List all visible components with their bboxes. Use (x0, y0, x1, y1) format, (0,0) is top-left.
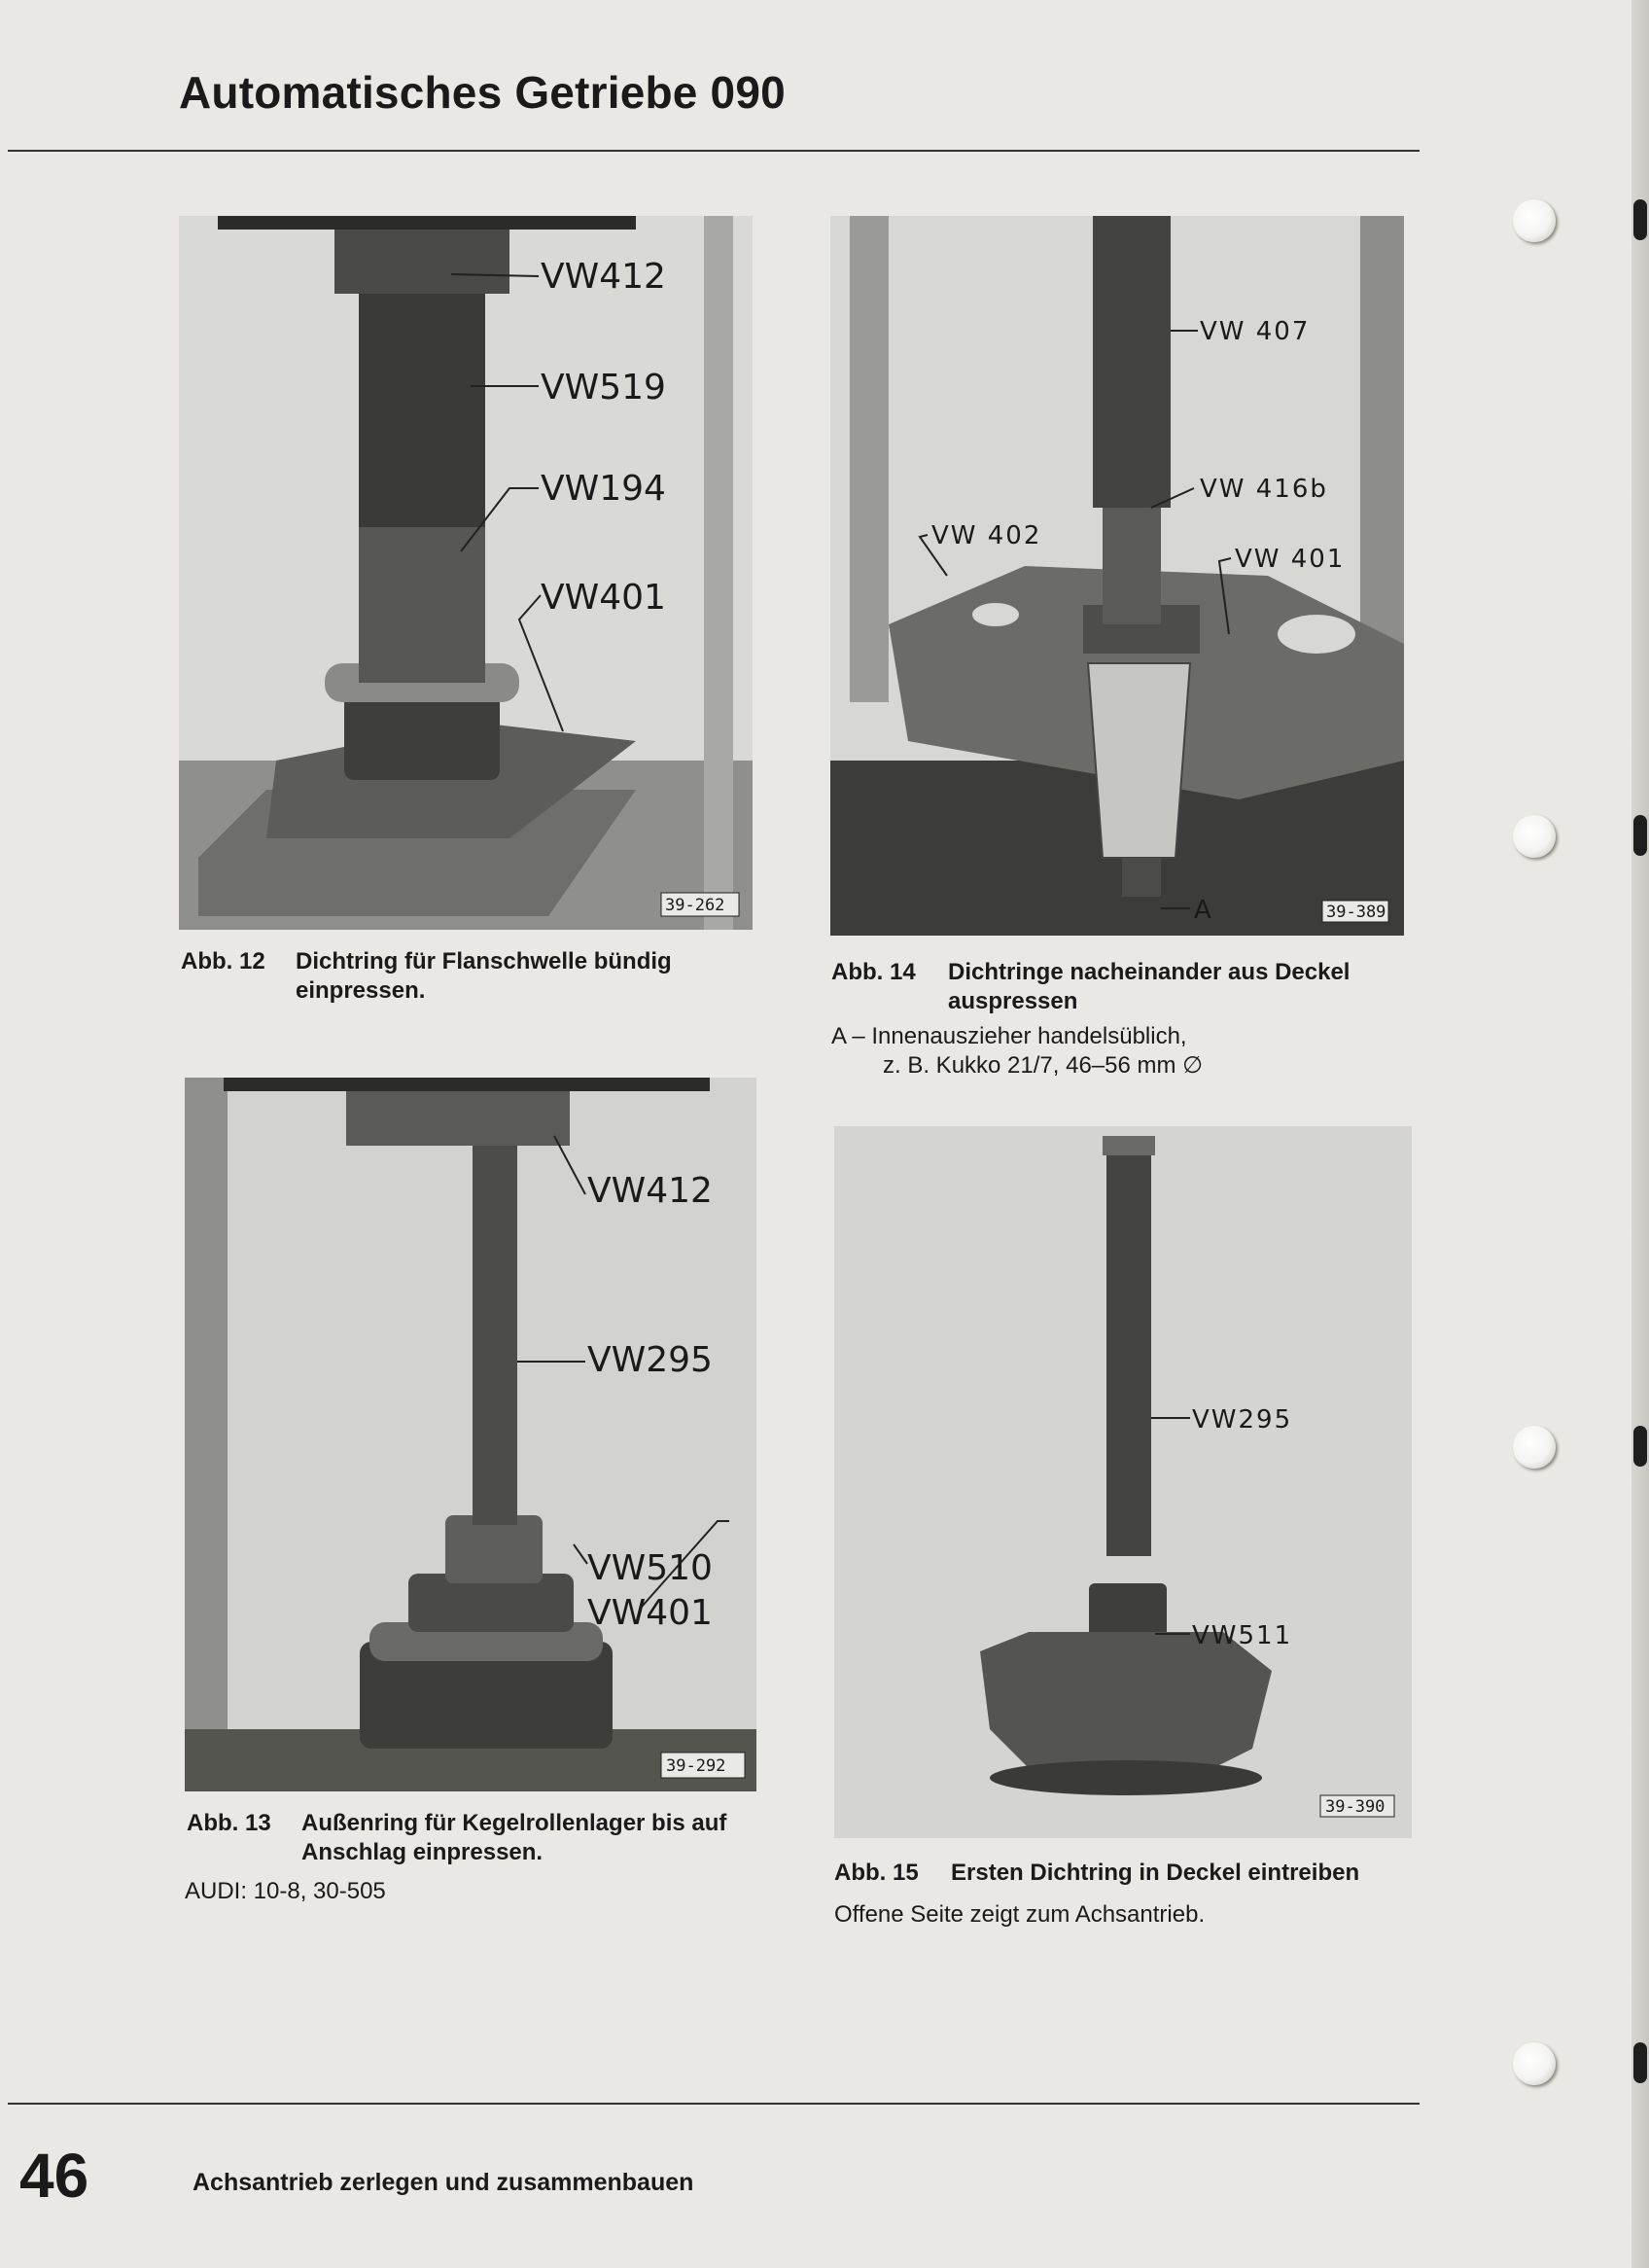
photo-code: 39-262 (665, 896, 725, 915)
binder-hole-shadow (1633, 199, 1647, 240)
figure-14-note-line-2: z. B. Kukko 21/7, 46–56 mm ∅ (883, 1052, 1204, 1079)
label-vw519: VW519 (541, 368, 666, 408)
label-vw510: VW510 (587, 1548, 713, 1588)
binder-hole (1513, 2042, 1556, 2085)
footer-rule (8, 2103, 1420, 2105)
header-rule (8, 150, 1420, 152)
label-vw416b: VW 416b (1200, 475, 1328, 504)
caption-text: Ersten Dichtring in Deckel eintreiben (951, 1860, 1360, 1886)
binder-hole (1513, 199, 1556, 242)
binder-hole-shadow (1633, 815, 1647, 856)
binder-hole-shadow (1633, 2042, 1647, 2083)
page-edge-shadow (1631, 0, 1649, 2268)
label-vw412: VW412 (587, 1171, 713, 1211)
figure-15-note: Offene Seite zeigt zum Achsantrieb. (834, 1901, 1206, 1928)
photo-code: 39-292 (666, 1756, 726, 1776)
label-vw194: VW194 (541, 469, 666, 509)
figure-14-note-line-1: A – Innenauszieher handelsüblich, (831, 1023, 1187, 1049)
page-title: Automatisches Getriebe 090 (179, 67, 786, 118)
figure-number: Abb. 12 (181, 948, 265, 975)
label-vw511: VW511 (1192, 1621, 1293, 1650)
label-vw402: VW 402 (931, 521, 1042, 550)
label-vw295: VW295 (587, 1340, 713, 1380)
binder-hole-shadow (1633, 1426, 1647, 1467)
label-vw401: VW401 (587, 1593, 713, 1633)
footer-section-title: Achsantrieb zerlegen und zusammenbauen (193, 2169, 694, 2196)
figure-15-caption (834, 1859, 1418, 1892)
figure-number: Abb. 13 (187, 1810, 271, 1836)
figure-14-caption (831, 958, 1415, 1020)
figure-12-photo (179, 216, 753, 930)
label-vw401: VW 401 (1235, 545, 1346, 574)
photo-code: 39-389 (1326, 903, 1386, 922)
figure-13-caption (187, 1809, 770, 1871)
label-a: A (1194, 896, 1213, 925)
figure-15-photo (834, 1126, 1412, 1838)
photo-code: 39-390 (1325, 1797, 1386, 1817)
binder-hole (1513, 1426, 1556, 1469)
figure-13-photo (185, 1078, 756, 1791)
binder-hole (1513, 815, 1556, 858)
label-vw412: VW412 (541, 257, 666, 297)
label-vw407: VW 407 (1200, 317, 1311, 346)
figure-13-note: AUDI: 10-8, 30-505 (185, 1878, 386, 1904)
caption-text: Außenring für Kegelrollenlager bis auf Anschlag einpressen. (301, 1810, 727, 1865)
figure-12-caption (181, 947, 764, 1010)
figure-14-photo (830, 216, 1404, 936)
caption-text: Dichtring für Flanschwelle bündig einpressen. (296, 948, 672, 1004)
label-vw295: VW295 (1192, 1405, 1293, 1435)
figure-number: Abb. 14 (831, 959, 916, 985)
label-vw401: VW401 (541, 578, 666, 618)
page-number: 46 (19, 2141, 89, 2211)
figure-number: Abb. 15 (834, 1860, 919, 1886)
caption-text: Dichtringe nacheinander aus Deckel auspressen (948, 959, 1351, 1014)
